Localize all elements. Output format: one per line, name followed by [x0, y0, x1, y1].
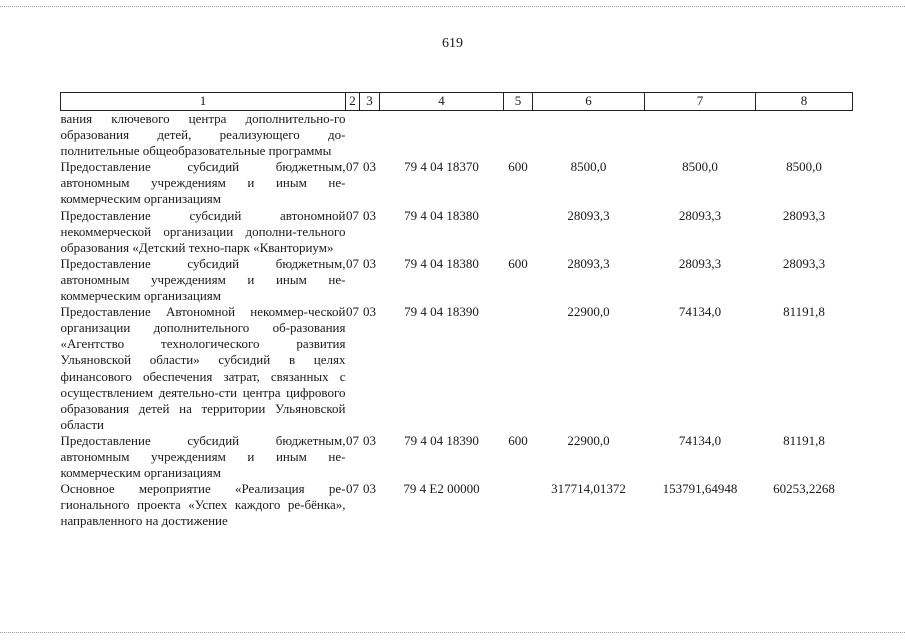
- row-subsection-code: 03: [363, 255, 376, 271]
- row-subsection-code: 03: [363, 481, 376, 497]
- column-header-7: 7: [645, 93, 756, 111]
- row-section-code: [346, 111, 360, 160]
- row-amount-col8: 60253,2268: [773, 481, 835, 497]
- row-section-code: 07: [346, 481, 359, 497]
- table-row: [61, 433, 853, 481]
- row-subsection-code: [360, 111, 380, 160]
- table-row: [61, 111, 853, 160]
- row-amount-col8: 28093,3: [782, 207, 826, 223]
- row-expense-type-code: 600: [508, 255, 528, 271]
- row-target-article-code: [380, 111, 504, 160]
- row-target-article-code: 79 4 04 18390: [404, 432, 479, 448]
- row-target-article-code: 79 4 04 18380: [404, 207, 479, 223]
- row-section-code: 07: [346, 255, 359, 271]
- table-row: [61, 256, 853, 304]
- table-row: [61, 159, 853, 207]
- row-amount-col6: 28093,3: [567, 207, 610, 223]
- row-section-code: 07: [346, 304, 359, 320]
- row-target-article-code: 79 4 E2 00000: [403, 481, 480, 497]
- row-amount-col7: 8500,0: [682, 159, 718, 175]
- row-amount-col7: 28093,3: [678, 207, 722, 223]
- row-expense-type-code: 600: [508, 432, 528, 448]
- row-section-code: 07: [346, 207, 359, 223]
- row-expense-type-code: [504, 111, 533, 160]
- row-amount-col6: 28093,3: [567, 255, 610, 271]
- row-target-article-code: 79 4 04 18380: [404, 255, 479, 271]
- row-amount-col8: 28093,3: [782, 255, 826, 271]
- row-amount-col7: 74134,0: [678, 304, 722, 320]
- row-target-article-code: 79 4 04 18390: [404, 304, 479, 320]
- row-amount-col7: 153791,64948: [662, 481, 738, 497]
- row-expense-type-code: 600: [508, 159, 528, 175]
- row-target-article-code: 79 4 04 18370: [404, 159, 479, 175]
- table-row: [61, 304, 853, 433]
- budget-table: [60, 92, 853, 529]
- row-subsection-code: 03: [363, 432, 376, 448]
- column-header-3: 3: [360, 93, 380, 111]
- page-number: 619: [442, 36, 463, 51]
- column-header-5: 5: [504, 93, 533, 111]
- row-amount-col6: [533, 111, 645, 160]
- row-amount-col7: [645, 111, 756, 160]
- row-amount-col8: 8500,0: [786, 159, 822, 175]
- row-amount-col6: 8500,0: [570, 159, 607, 175]
- row-subsection-code: 03: [363, 207, 376, 223]
- row-expense-type-code: [504, 481, 533, 529]
- row-amount-col8: 81191,8: [783, 304, 825, 320]
- row-subsection-code: 03: [363, 304, 376, 320]
- row-name: Предоставление субсидий бюджетным, автономным учреждениям и иным не-коммерческим организациям: [60, 255, 346, 304]
- row-amount-col8: [756, 111, 853, 160]
- row-section-code: 07: [346, 432, 359, 448]
- table-row: [61, 481, 853, 529]
- row-name: вания ключевого центра дополнительно-го образования детей, реализующего до-полнительные общеобразовательные программы: [60, 111, 346, 159]
- row-subsection-code: 03: [363, 159, 376, 175]
- row-expense-type-code: [504, 304, 533, 433]
- row-name: Предоставление субсидий бюджетным, автономным учреждениям и иным не-коммерческим организациям: [60, 159, 346, 207]
- row-name: Предоставление субсидий автономной некоммерческой организации дополни-тельного образования «Детский техно-парк «Кванториум»: [60, 207, 346, 255]
- column-header-8: 8: [756, 93, 853, 111]
- row-name: Предоставление Автономной некоммер-ческой организации дополнительного об-разования «Агентство технологического развития Ульяновской области» субсидий в целях финансового обеспечения затрат, связанных с осуществлением деятельно-сти центра цифрового образования детей на территории Ульяновской области: [60, 304, 346, 432]
- row-section-code: 07: [346, 159, 359, 175]
- table-row: [61, 208, 853, 256]
- row-amount-col7: 74134,0: [678, 432, 722, 448]
- row-expense-type-code: [504, 208, 533, 256]
- row-amount-col8: 81191,8: [783, 432, 825, 448]
- table-body: [61, 111, 853, 530]
- column-header-6: 6: [533, 93, 645, 111]
- scan-top-edge: [0, 6, 905, 8]
- column-header-4: 4: [380, 93, 504, 111]
- row-name: Предоставление субсидий бюджетным, автономным учреждениям и иным не-коммерческим организациям: [60, 432, 346, 481]
- column-header-1: 1: [61, 93, 346, 111]
- row-amount-col7: 28093,3: [678, 255, 722, 271]
- column-header-2: 2: [346, 93, 360, 111]
- row-name: Основное мероприятие «Реализация ре-гионального проекта «Успех каждого ре-бёнка», направленного на достижение: [60, 481, 346, 529]
- row-amount-col6: 22900,0: [567, 304, 610, 320]
- column-number-header: [61, 93, 853, 111]
- row-amount-col6: 22900,0: [567, 432, 610, 448]
- scan-bottom-edge: [0, 632, 905, 634]
- row-amount-col6: 317714,01372: [551, 481, 626, 497]
